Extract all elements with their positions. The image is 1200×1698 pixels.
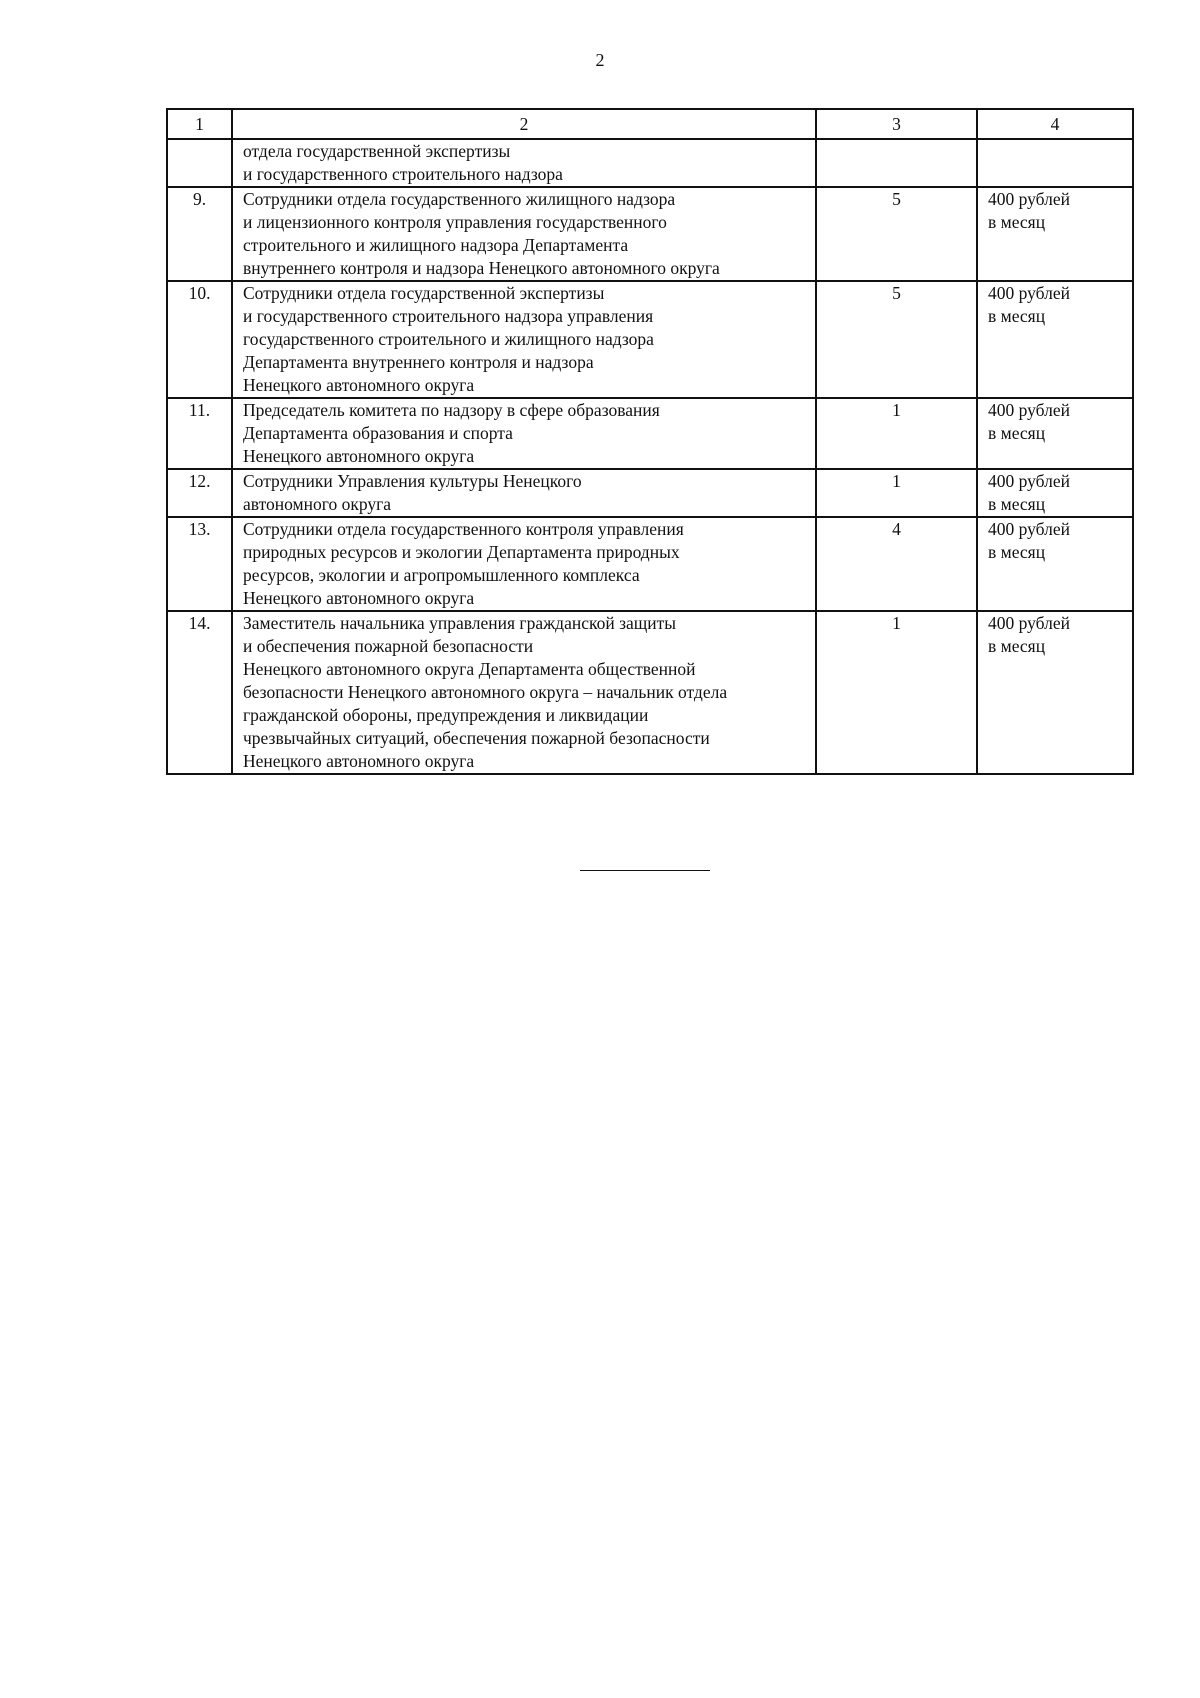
- table-row: [167, 187, 1133, 281]
- table-body: [167, 139, 1133, 774]
- row-staff-count: 4: [816, 517, 977, 611]
- table-row: [167, 469, 1133, 517]
- position-name-line: и обеспечения пожарной безопасности: [243, 636, 534, 656]
- position-name-line: Сотрудники отдела государственной экспертизы: [243, 283, 605, 303]
- allowance-table: [166, 108, 1134, 775]
- payment-period: в месяц: [988, 423, 1046, 443]
- table-row: [167, 611, 1133, 774]
- position-name-line: ресурсов, экологии и агропромышленного комплекса: [243, 565, 640, 585]
- position-name-line: государственного строительного и жилищного надзора: [243, 329, 654, 349]
- row-staff-count: 1: [816, 611, 977, 774]
- table-header-row: [167, 109, 1133, 139]
- row-payment: [977, 281, 1133, 398]
- end-of-document-rule: [580, 870, 710, 871]
- position-name-line: Ненецкого автономного округа: [243, 446, 475, 466]
- table-row: [167, 139, 1133, 187]
- row-position-name: [232, 139, 816, 187]
- column-header-payment: 4: [977, 109, 1133, 139]
- row-staff-count: 5: [816, 281, 977, 398]
- payment-period: в месяц: [988, 542, 1046, 562]
- payment-period: в месяц: [988, 636, 1046, 656]
- payment-amount: 400 рублей: [988, 471, 1070, 491]
- row-number: 13.: [167, 517, 232, 611]
- position-name-line: Заместитель начальника управления гражданской защиты: [243, 613, 677, 633]
- position-name-line: гражданской обороны, предупреждения и ликвидации: [243, 705, 649, 725]
- row-position-name: [232, 469, 816, 517]
- position-name-line: и лицензионного контроля управления государственного: [243, 212, 667, 232]
- row-number: [167, 139, 232, 187]
- position-name-line: Сотрудники Управления культуры Ненецкого: [243, 471, 582, 491]
- column-header-count: 3: [816, 109, 977, 139]
- position-name-line: Департамента внутреннего контроля и надзора: [243, 352, 594, 372]
- payment-period: в месяц: [988, 306, 1046, 326]
- row-number: 10.: [167, 281, 232, 398]
- payment-amount: 400 рублей: [988, 519, 1070, 539]
- row-staff-count: 5: [816, 187, 977, 281]
- position-name-line: чрезвычайных ситуаций, обеспечения пожарной безопасности: [243, 728, 710, 748]
- position-name-line: Ненецкого автономного округа: [243, 375, 475, 395]
- page-number: 2: [595, 50, 605, 70]
- position-name-line: Ненецкого автономного округа: [243, 751, 475, 771]
- row-position-name: [232, 517, 816, 611]
- table-row: [167, 398, 1133, 469]
- column-header-position: 2: [232, 109, 816, 139]
- row-number: 12.: [167, 469, 232, 517]
- row-position-name: [232, 187, 816, 281]
- position-name-line: Департамента образования и спорта: [243, 423, 513, 443]
- payment-amount: 400 рублей: [988, 189, 1070, 209]
- column-header-number: 1: [167, 109, 232, 139]
- row-number: 9.: [167, 187, 232, 281]
- payment-amount: 400 рублей: [988, 400, 1070, 420]
- row-payment: [977, 517, 1133, 611]
- position-name-line: Ненецкого автономного округа Департамента общественной: [243, 659, 696, 679]
- row-position-name: [232, 611, 816, 774]
- table-row: [167, 517, 1133, 611]
- position-name-line: природных ресурсов и экологии Департамента природных: [243, 542, 680, 562]
- row-payment: [977, 611, 1133, 774]
- row-position-name: [232, 281, 816, 398]
- position-name-line: Председатель комитета по надзору в сфере образования: [243, 400, 660, 420]
- position-name-line: внутреннего контроля и надзора Ненецкого автономного округа: [243, 258, 720, 278]
- table-row: [167, 281, 1133, 398]
- position-name-line: Ненецкого автономного округа: [243, 588, 475, 608]
- position-name-line: безопасности Ненецкого автономного округа – начальник отдела: [243, 682, 728, 702]
- position-name-line: автономного округа: [243, 494, 392, 514]
- payment-period: в месяц: [988, 494, 1046, 514]
- row-staff-count: [816, 139, 977, 187]
- row-staff-count: 1: [816, 469, 977, 517]
- row-payment: [977, 139, 1133, 187]
- row-staff-count: 1: [816, 398, 977, 469]
- position-name-line: строительного и жилищного надзора Департамента: [243, 235, 629, 255]
- row-payment: [977, 469, 1133, 517]
- row-payment: [977, 187, 1133, 281]
- row-number: 14.: [167, 611, 232, 774]
- payment-period: в месяц: [988, 212, 1046, 232]
- position-name-line: и государственного строительного надзора: [243, 164, 563, 184]
- row-payment: [977, 398, 1133, 469]
- position-name-line: отдела государственной экспертизы: [243, 141, 511, 161]
- position-name-line: и государственного строительного надзора управления: [243, 306, 654, 326]
- row-position-name: [232, 398, 816, 469]
- payment-amount: 400 рублей: [988, 283, 1070, 303]
- position-name-line: Сотрудники отдела государственного жилищного надзора: [243, 189, 676, 209]
- payment-amount: 400 рублей: [988, 613, 1070, 633]
- position-name-line: Сотрудники отдела государственного контроля управления: [243, 519, 684, 539]
- row-number: 11.: [167, 398, 232, 469]
